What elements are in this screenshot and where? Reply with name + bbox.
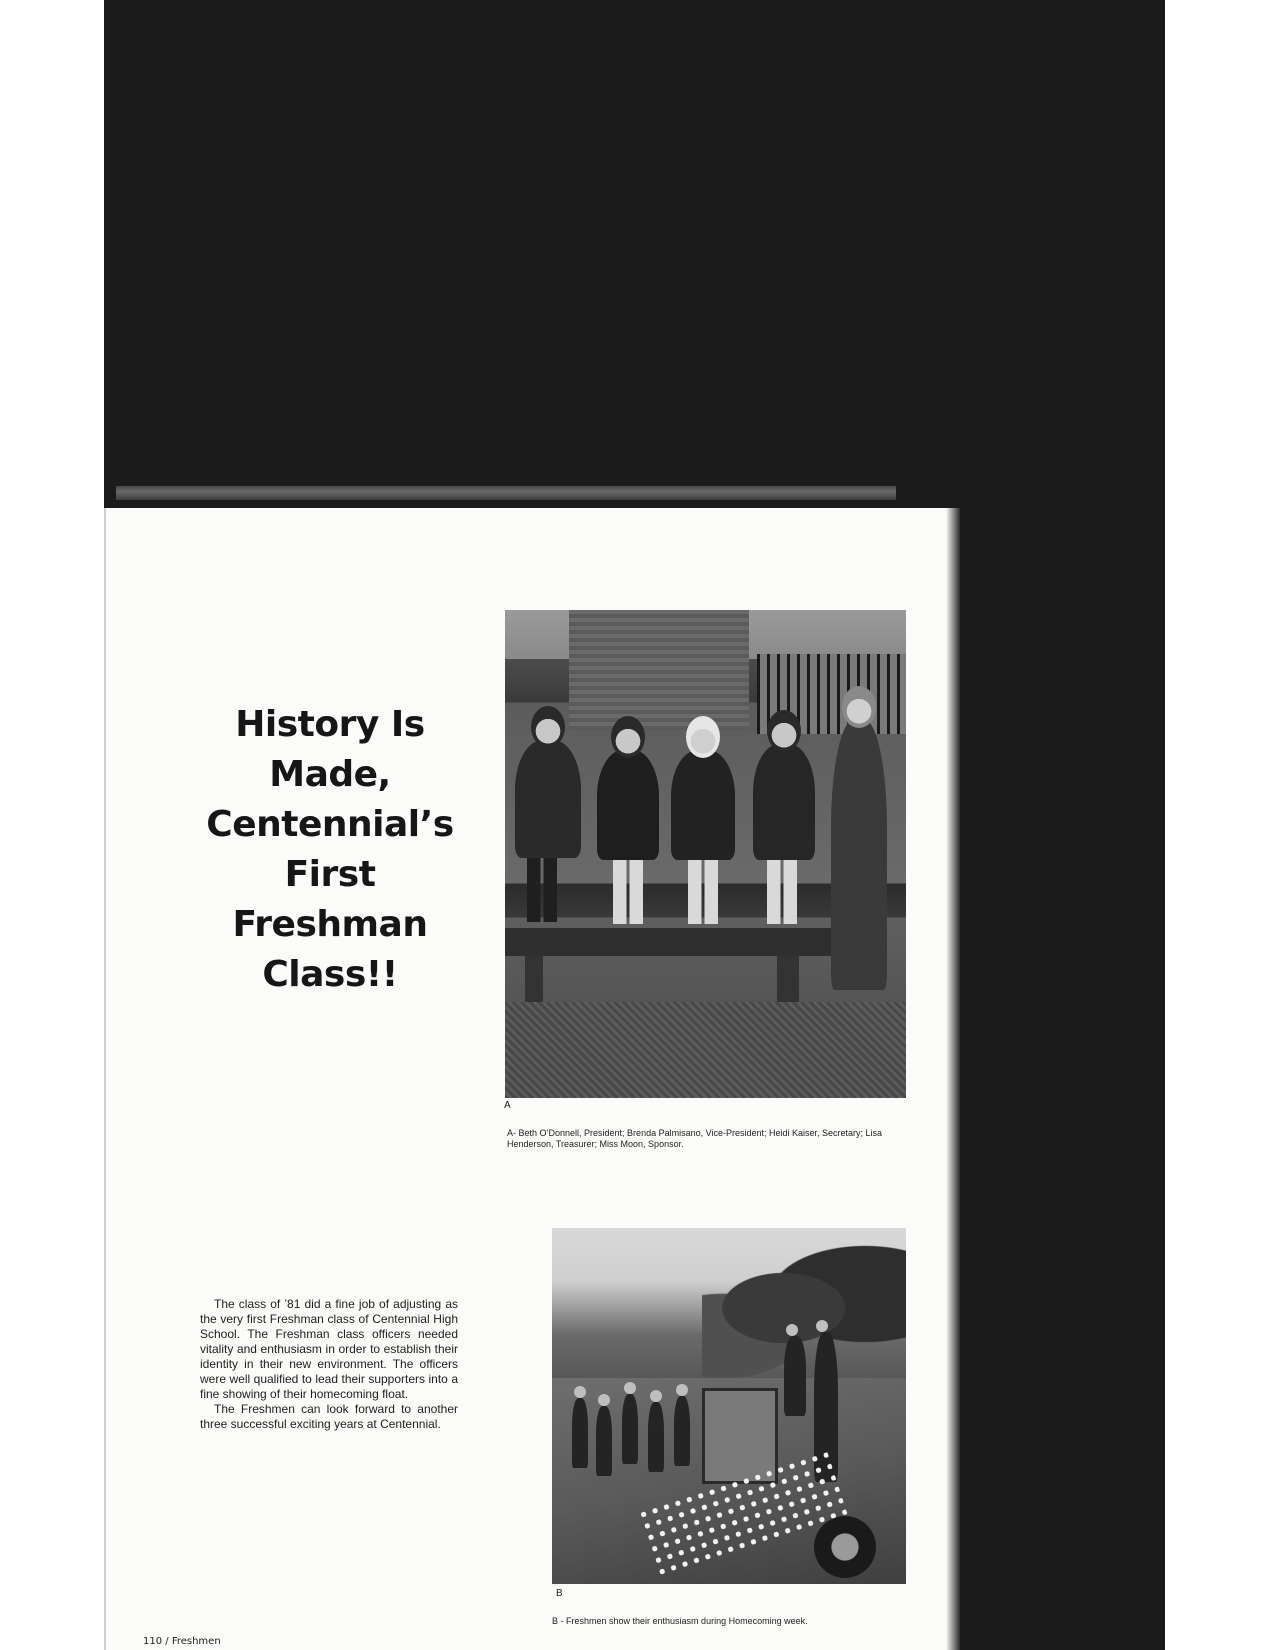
marcher [572,1398,588,1468]
headline-line: First [284,854,376,895]
marcher [622,1394,638,1464]
page-headline [200,700,460,1000]
page-edge-seam [116,486,896,500]
officer-figure [753,744,815,860]
photo-b-letter: B [556,1588,563,1599]
marcher [648,1402,664,1472]
headline-line: Freshman [232,904,428,945]
headline-line: Made, [269,754,391,795]
page-folio: 110 / Freshmen [143,1636,221,1647]
body-paragraph: The Freshmen can look forward to another three successful exciting years at Centennial. [200,1402,458,1431]
body-paragraph: The class of ’81 did a fine job of adjusting as the very first Freshman class of Centennial High School. The Freshman class officers needed vitality and enthusiasm in order to establish their identity in their new environment. The officers were well qualified to lead their supporters into a fine showing of their homecoming float. [200,1297,458,1401]
officer-legs [527,858,557,922]
body-copy [200,1297,458,1432]
wooden-bench [505,928,835,956]
marcher [596,1406,612,1476]
officer-legs [688,860,718,924]
photo-b-caption: B - Freshmen show their enthusiasm during Homecoming week. [552,1616,808,1626]
homecoming-parade-photo [552,1228,906,1584]
headline-line: Centennial’s [206,804,454,845]
officer-figure [671,750,735,860]
photo-a-caption: A- Beth O’Donnell, President; Brenda Palmisano, Vice-President; Heidi Kaiser, Secretary; Lisa Henderson, Treasurer; Miss Moon, Sponsor. [507,1128,883,1149]
headline-line: History Is [235,704,425,745]
sponsor-figure [831,720,887,990]
ground [505,1002,906,1098]
dark-cover-area [104,0,1165,500]
vehicle-wheel [814,1516,876,1578]
float-rider [784,1336,806,1416]
headline-line: Class!! [262,954,398,995]
photo-a-letter: A [504,1100,511,1111]
marcher [674,1396,690,1466]
class-officers-photo [505,610,906,1098]
brick-wall [569,610,749,730]
officer-legs [613,860,643,924]
officer-legs [767,860,797,924]
officer-figure [515,740,581,858]
page-right-shadow [946,508,960,1650]
officer-figure [597,750,659,860]
